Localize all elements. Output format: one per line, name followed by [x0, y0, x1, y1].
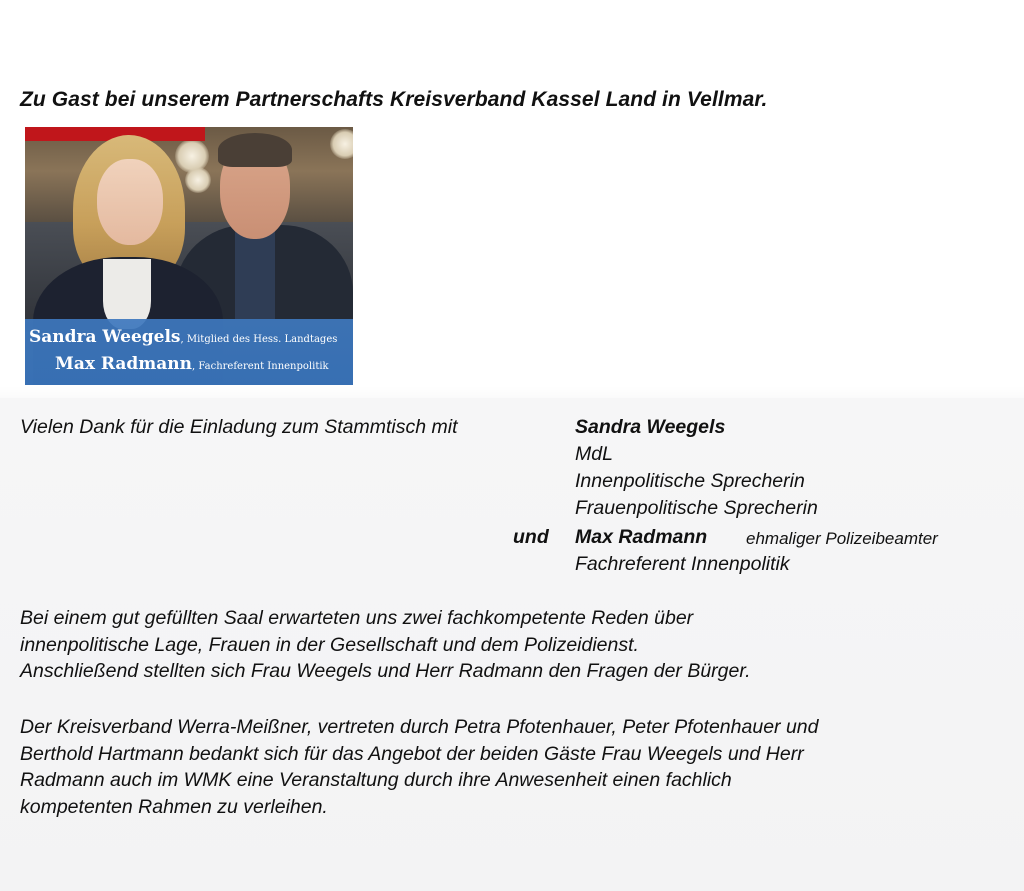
person1-role-frauen: Frauenpolitische Sprecherin [575, 497, 818, 519]
paragraph-event-line: Anschließend stellten sich Frau Weegels und Herr Radmann den Fragen der Bürger. [20, 660, 751, 682]
person2-name: Max Radmann [575, 526, 708, 548]
paragraph-thanks-line: kompetenten Rahmen zu verleihen. [20, 795, 328, 818]
thanks-intro: Vielen Dank für die Einladung zum Stammtisch mit [20, 416, 458, 438]
photo-caption [25, 319, 353, 385]
photo-lamp [185, 167, 211, 193]
paragraph-thanks [20, 714, 818, 820]
man-hair [218, 133, 292, 167]
caption-line-1 [29, 327, 337, 347]
woman-face [97, 159, 163, 245]
person2-role: Fachreferent Innenpolitik [575, 553, 790, 575]
paragraph-thanks-line: Der Kreisverband Werra-Meißner, vertreten durch Petra Pfotenhauer, Peter Pfotenhauer und [20, 716, 819, 738]
paragraph-event [20, 605, 751, 685]
caption-line-2 [55, 354, 329, 374]
headline: Zu Gast bei unserem Partnerschafts Kreisverband Kassel Land in Vellmar. [20, 88, 768, 111]
caption-name-2: Max Radmann [55, 354, 193, 374]
paragraph-event-line: Bei einem gut gefüllten Saal erwarteten uns zwei fachkompetente Reden über [20, 607, 694, 629]
person1-role-mdl: MdL [575, 443, 613, 465]
event-photo [25, 127, 353, 385]
caption-role-2: , Fachreferent Innenpolitik [192, 361, 329, 372]
photo-lamp [330, 129, 353, 159]
man-shirt [235, 229, 275, 319]
person2-note: ehmaliger Polizeibeamter [746, 529, 938, 548]
caption-name-1: Sandra Weegels [29, 327, 181, 347]
paragraph-thanks-line: Radmann auch im WMK eine Veranstaltung durch ihre Anwesenheit einen fachlich [20, 769, 732, 791]
caption-role-1: , Mitglied des Hess. Landtages [180, 334, 338, 345]
paragraph-event-line: innenpolitische Lage, Frauen in der Gesellschaft und dem Polizeidienst. [20, 633, 639, 656]
und-label: und [513, 526, 549, 548]
person1-name: Sandra Weegels [575, 416, 726, 438]
paragraph-thanks-line: Berthold Hartmann bedankt sich für das Angebot der beiden Gäste Frau Weegels und Herr [20, 742, 804, 765]
person1-role-innen: Innenpolitische Sprecherin [575, 470, 805, 492]
